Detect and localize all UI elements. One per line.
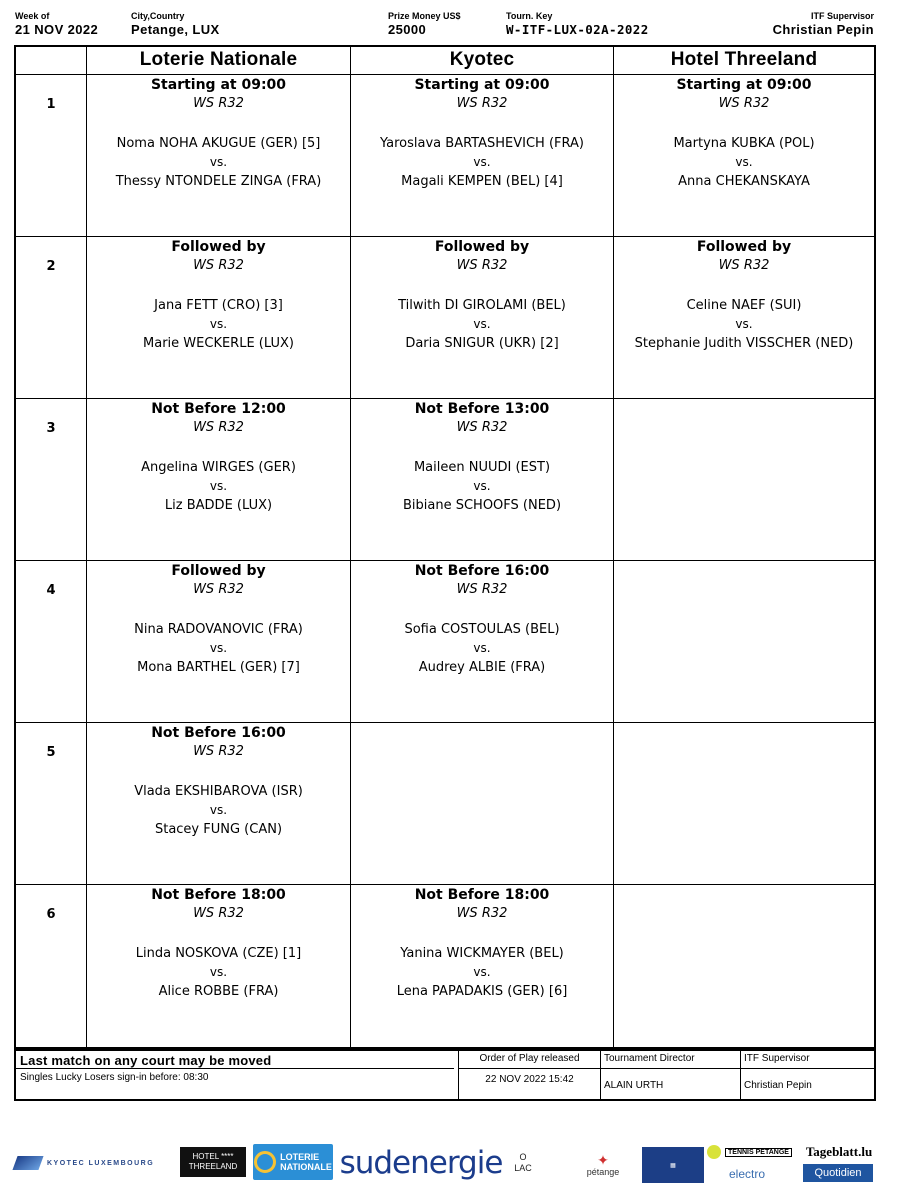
match-time: Not Before 13:00 [414,401,550,417]
match-cell [614,75,874,237]
loterie-logo-line2: NATIONALE [280,1162,332,1172]
match-event: WS R32 [193,96,244,111]
itf-supervisor-field [773,10,874,38]
match-time: Followed by [171,239,266,255]
match-cell [351,399,614,561]
prize-value: 25000 [388,22,427,37]
player-one: Yanina WICKMAYER (BEL) [400,946,564,961]
match-event: WS R32 [456,582,508,597]
tageblatt-logo [800,1143,878,1161]
player-two: Stephanie Judith VISSCHER (NED) [634,336,854,351]
court-header-loterie-nationale: Loterie Nationale [87,47,351,75]
loterie-ring-icon [254,1151,276,1173]
match-cell [351,885,614,1047]
corner-cell [16,47,87,75]
city-field [131,10,220,38]
match-event: WS R32 [718,96,770,111]
match-time: Starting at 09:00 [676,77,812,93]
tennis-ball-icon [707,1145,721,1159]
hotel-threeland-logo [180,1147,246,1177]
player-one: Maileen NUUDI (EST) [413,460,551,475]
city-label: City,Country [131,11,185,21]
loterie-logo-line1: LOTERIE [280,1152,320,1162]
tourn-key-field [506,10,649,38]
match-time: Not Before 12:00 [151,401,286,417]
versus-label: vs. [473,641,491,655]
petange-logo-text: pétange [586,1166,620,1177]
hotel-logo-line1: HOTEL **** [192,1152,234,1161]
department-emblem-icon: ▦ [670,1162,676,1169]
match-time: Not Before 16:00 [414,563,550,579]
empty-match-cell [351,723,614,885]
order-released-label: Order of Play released [479,1053,580,1064]
lac-logo [505,1145,541,1181]
match-cell [614,237,874,399]
sudenergie-logo-text: sudenergie [339,1145,503,1181]
versus-label: vs. [473,479,491,493]
match-time: Not Before 16:00 [151,725,286,741]
versus-label: vs. [735,155,753,169]
match-time: Starting at 09:00 [150,77,287,93]
match-event: WS R32 [193,258,244,273]
player-one: Nina RADOVANOVIC (FRA) [134,622,303,637]
match-event: WS R32 [456,258,508,273]
match-cell [87,723,351,885]
prize-field [388,10,461,38]
match-event: WS R32 [193,906,244,921]
player-one: Celine NAEF (SUI) [686,298,802,313]
prize-label: Prize Money US$ [388,11,461,21]
tourn-key-label: Tourn. Key [506,11,553,21]
order-number: 1 [16,75,87,237]
versus-label: vs. [209,965,228,979]
loterie-nationale-logo [253,1144,333,1180]
order-number: 2 [16,237,87,399]
order-of-play-grid [14,45,876,1049]
player-two: Marie WECKERLE (LUX) [143,336,294,351]
week-value: 21 NOV 2022 [15,22,99,37]
player-one: Noma NOHA AKUGUE (GER) [5] [116,136,321,151]
order-number: 5 [16,723,87,885]
player-one: Martyna KUBKA (POL) [673,136,815,151]
itf-supervisor-cell [740,1051,874,1099]
match-event: WS R32 [456,420,508,435]
versus-label: vs. [209,317,228,331]
player-two: Stacey FUNG (CAN) [154,822,283,837]
versus-label: vs. [473,317,491,331]
versus-label: vs. [209,155,228,169]
empty-match-cell [614,561,874,723]
versus-label: vs. [209,641,228,655]
match-time: Followed by [696,239,792,255]
match-time: Followed by [171,563,266,579]
match-time: Starting at 09:00 [414,77,550,93]
match-cell [87,561,351,723]
player-two: Magali KEMPEN (BEL) [4] [401,174,563,189]
player-one: Vlada EKSHIBAROVA (ISR) [134,784,303,799]
order-number: 3 [16,399,87,561]
match-cell [87,237,351,399]
match-time: Followed by [434,239,530,255]
city-value: Petange, LUX [131,22,220,37]
sponsor-strip [0,1135,897,1195]
player-two: Daria SNIGUR (UKR) [2] [405,336,559,351]
tournament-director-label: Tournament Director [604,1053,695,1064]
electro-logo [707,1165,787,1183]
match-event: WS R32 [193,420,244,435]
match-cell [351,561,614,723]
player-one: Jana FETT (CRO) [3] [154,298,283,313]
player-two: Anna CHEKANSKAYA [678,174,810,189]
itf-supervisor-label: ITF Supervisor [810,11,874,21]
player-one: Yaroslava BARTASHEVICH (FRA) [380,136,584,151]
kyotec-logo [15,1152,175,1174]
match-time: Not Before 18:00 [151,887,286,903]
player-two: Lena PAPADAKIS (GER) [6] [396,984,568,999]
department-logo [642,1147,704,1183]
match-event: WS R32 [456,96,508,111]
court-header-kyotec: Kyotec [351,47,614,75]
match-cell [351,237,614,399]
match-time: Not Before 18:00 [414,887,550,903]
empty-match-cell [614,399,874,561]
player-one: Tilwith DI GIROLAMI (BEL) [398,298,566,313]
match-event: WS R32 [456,906,508,921]
kyotec-logo-text: KYOTEC LUXEMBOURG [47,1159,155,1167]
order-released-value: 22 NOV 2022 15:42 [485,1074,574,1085]
week-label: Week of [15,11,50,21]
versus-label: vs. [209,803,228,817]
match-event: WS R32 [193,582,244,597]
player-two: Alice ROBBE (FRA) [158,984,279,999]
empty-match-cell [614,723,874,885]
tournament-director-value: ALAIN URTH [604,1080,664,1091]
versus-label: vs. [735,317,753,331]
hotel-logo-line2: THREELAND [188,1162,238,1171]
lucky-losers-note: Singles Lucky Losers sign-in before: 08:30 [20,1072,209,1083]
match-cell [87,75,351,237]
player-one: Linda NOSKOVA (CZE) [1] [135,946,302,961]
player-one: Sofia COSTOULAS (BEL) [404,622,560,637]
match-event: WS R32 [718,258,770,273]
lac-logo-line2: LAC [514,1163,532,1173]
versus-label: vs. [209,479,228,493]
order-number: 4 [16,561,87,723]
versus-label: vs. [473,155,491,169]
tennis-petange-logo [707,1143,797,1161]
player-two: Audrey ALBIE (FRA) [418,660,546,675]
quotidien-logo-text: Quotidien [814,1167,862,1179]
match-cell [351,75,614,237]
last-match-note: Last match on any court may be moved [20,1053,272,1068]
tournament-director-cell [600,1051,740,1099]
empty-match-cell [614,885,874,1047]
itf-supervisor-value: Christian Pepin [772,22,874,37]
versus-label: vs. [473,965,491,979]
court-header-hotel-threeland: Hotel Threeland [614,47,874,75]
electro-logo-text: electro [728,1167,766,1181]
player-two: Mona BARTHEL (GER) [7] [137,660,300,675]
lac-logo-line1: O [519,1152,527,1162]
tourn-key-value: W-ITF-LUX-02A-2022 [506,22,649,37]
tennis-petange-text: TENNIS PETANGE [725,1148,792,1157]
player-one: Angelina WIRGES (GER) [141,460,296,475]
player-two: Thessy NTONDELE ZINGA (FRA) [115,174,322,189]
footer-table [14,1049,876,1101]
petange-mark-icon: ✦ [597,1151,609,1168]
order-released-cell [458,1051,600,1099]
petange-logo [568,1145,638,1185]
match-cell [87,399,351,561]
player-two: Bibiane SCHOOFS (NED) [402,498,562,513]
footer-divider [16,1068,454,1069]
kyotec-mark-icon [12,1156,43,1170]
sudenergie-logo [340,1143,502,1183]
footer-supervisor-value: Christian Pepin [744,1080,812,1091]
player-two: Liz BADDE (LUX) [164,498,273,513]
tageblatt-logo-text: Tageblatt.lu [805,1144,873,1159]
order-number: 6 [16,885,87,1047]
footer-supervisor-label: ITF Supervisor [744,1053,810,1064]
quotidien-logo [803,1164,873,1182]
match-cell [87,885,351,1047]
week-field [15,10,98,38]
match-event: WS R32 [193,744,244,759]
